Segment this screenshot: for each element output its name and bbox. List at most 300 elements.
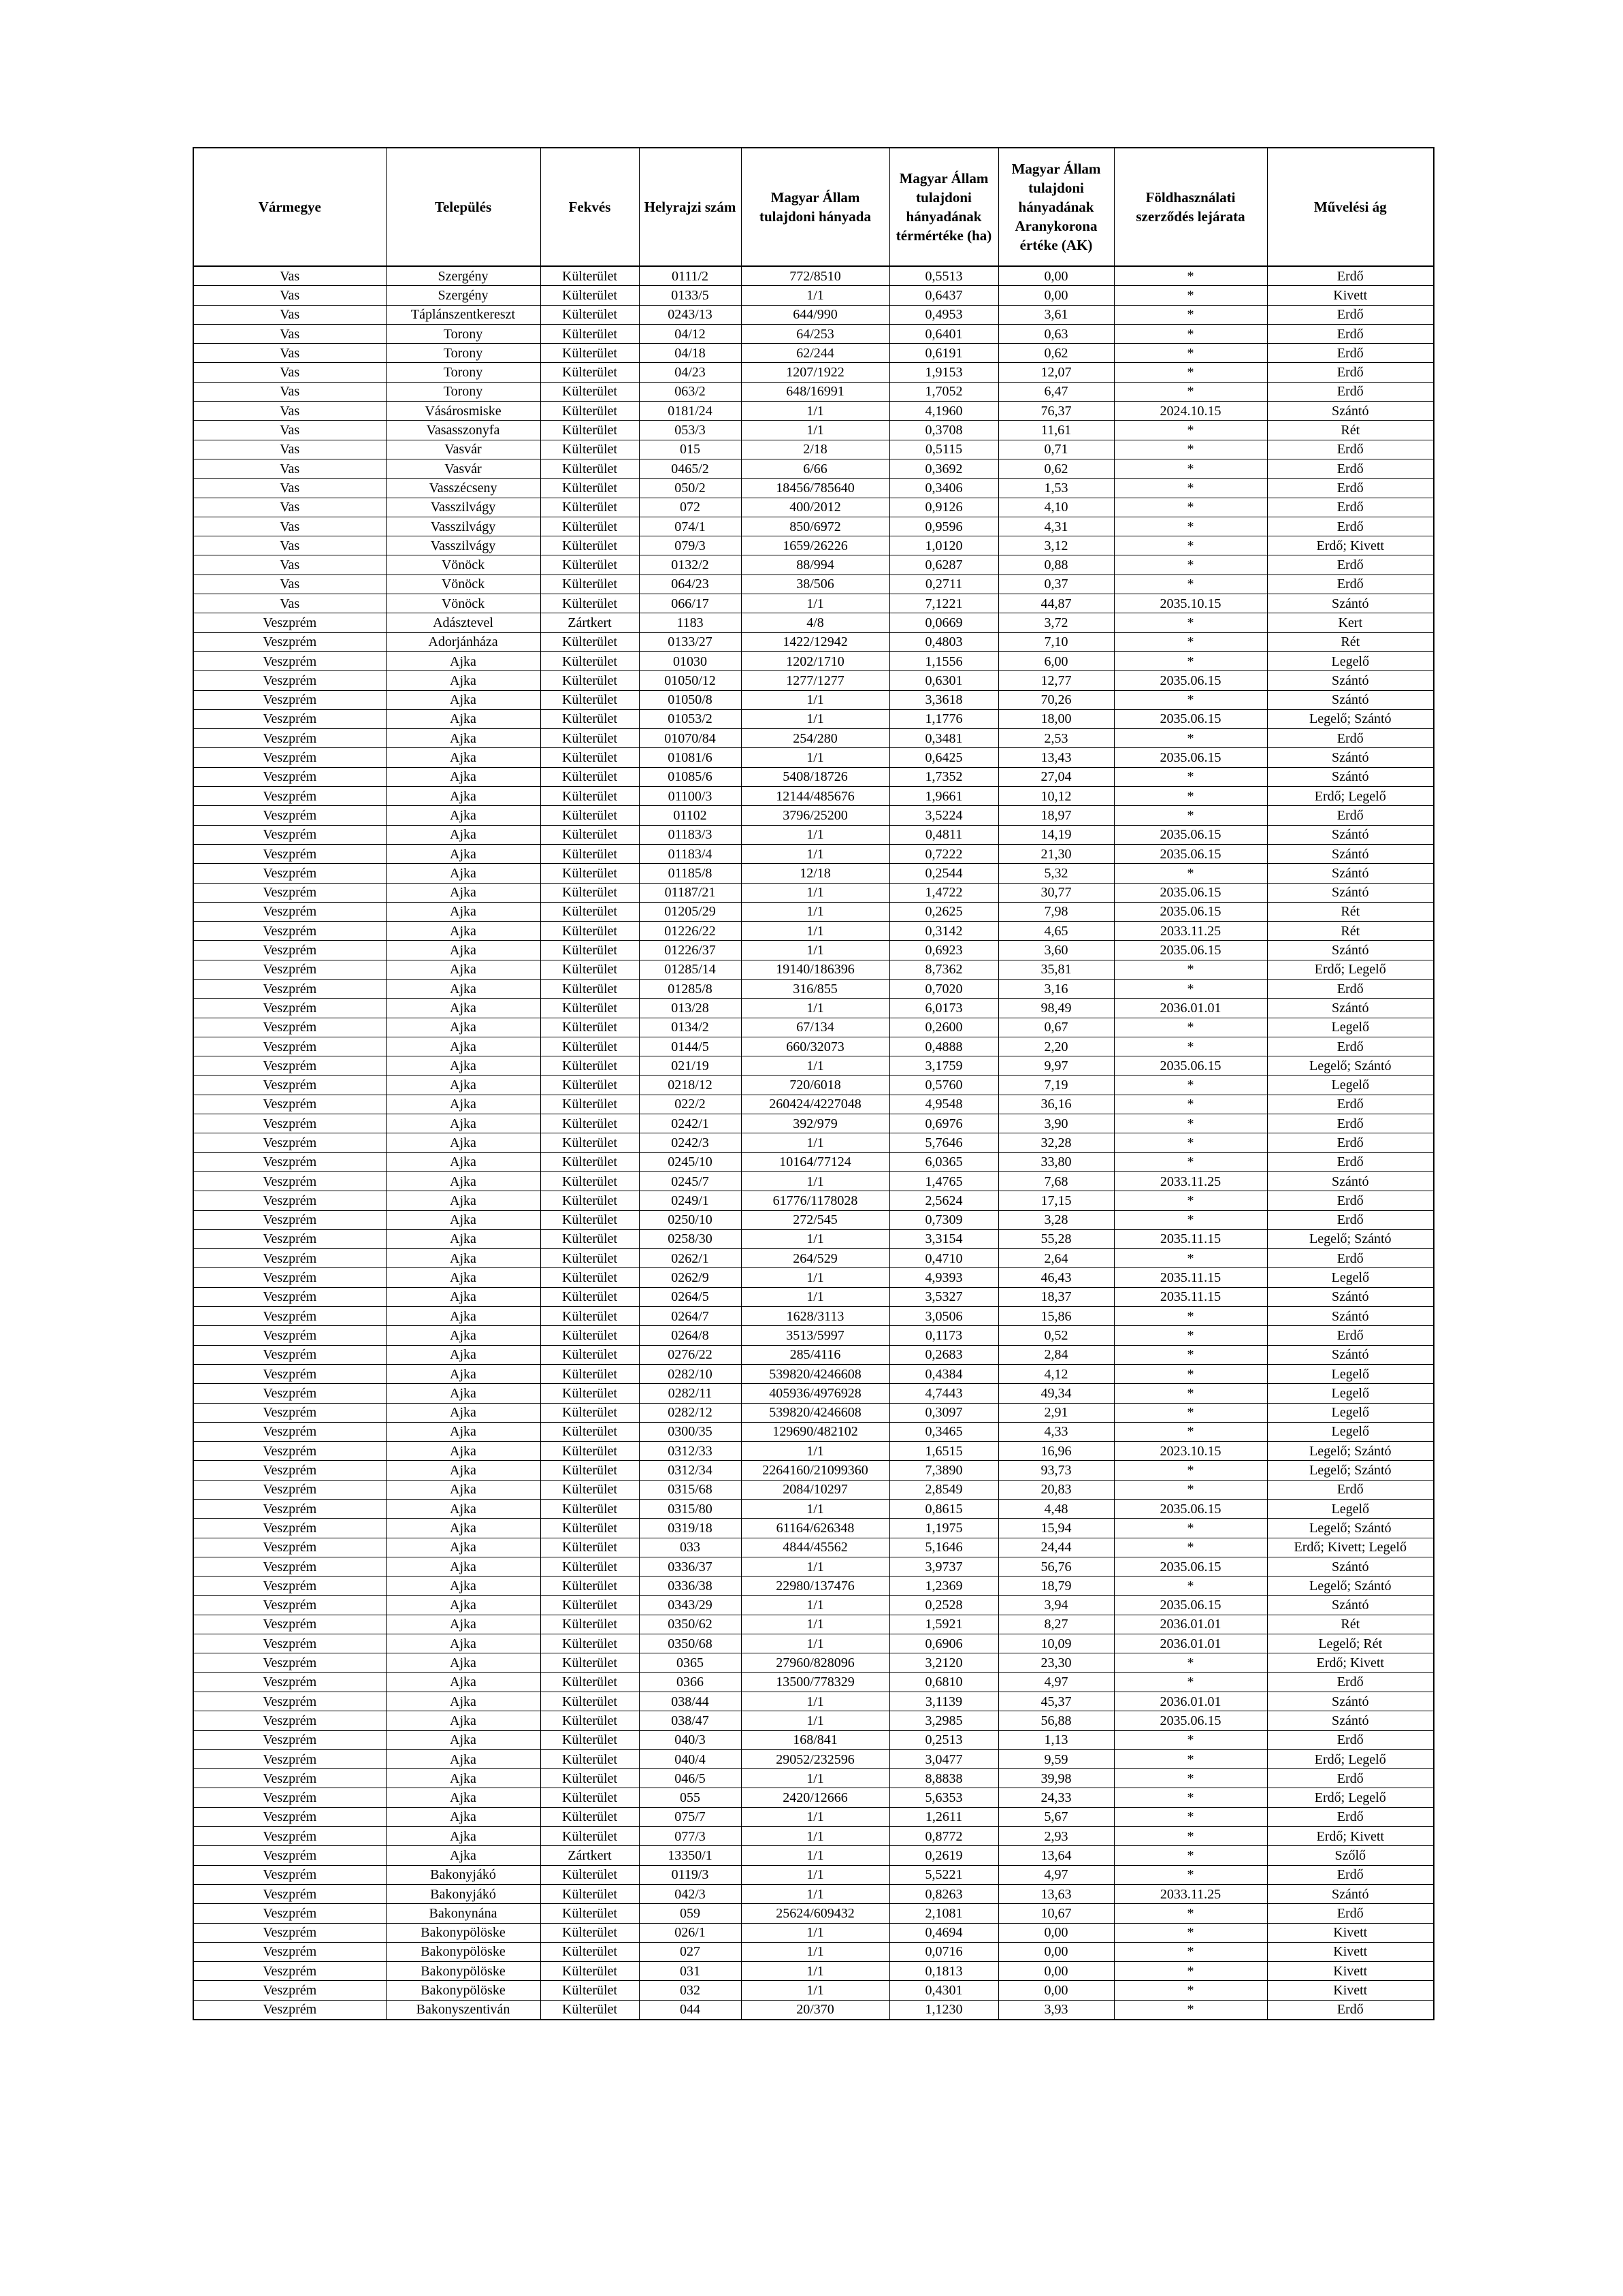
county-cell: Veszprém [193,748,386,767]
table-row [193,1422,1434,1441]
table-row [193,344,1434,363]
cultivation-branch-cell: Szőlő [1267,1846,1434,1865]
gold-crown-value-cell: 33,80 [998,1152,1114,1171]
area-ha-cell: 0,4694 [889,1923,998,1942]
lease-expiry-cell: * [1114,1403,1267,1422]
state-share-cell: 1/1 [741,1807,889,1826]
state-share-cell: 29052/232596 [741,1749,889,1768]
area-ha-cell: 0,7020 [889,979,998,998]
table-row [193,517,1434,536]
area-ha-cell: 0,7222 [889,844,998,863]
cultivation-branch-cell: Szántó [1267,844,1434,863]
lease-expiry-cell: * [1114,1114,1267,1133]
table-row [193,1749,1434,1768]
cultivation-branch-cell: Erdő [1267,1904,1434,1923]
state-share-cell: 27960/828096 [741,1653,889,1672]
county-cell: Veszprém [193,1461,386,1480]
state-share-cell: 1/1 [741,1827,889,1846]
lease-expiry-cell: * [1114,767,1267,786]
gold-crown-value-cell: 0,62 [998,459,1114,478]
state-share-cell: 1202/1710 [741,651,889,670]
area-ha-cell: 1,5921 [889,1615,998,1634]
parcel-number-cell: 01185/8 [639,864,741,883]
cultivation-branch-cell: Erdő [1267,1152,1434,1171]
area-ha-cell: 0,3708 [889,421,998,440]
location-type-cell: Zártkert [540,613,639,632]
state-share-cell: 539820/4246608 [741,1403,889,1422]
area-ha-cell: 3,1139 [889,1692,998,1711]
location-type-cell: Külterület [540,1942,639,1961]
parcel-number-cell: 0111/2 [639,266,741,286]
gold-crown-value-cell: 3,60 [998,941,1114,960]
lease-expiry-cell: 2024.10.15 [1114,402,1267,421]
lease-expiry-cell: * [1114,864,1267,883]
location-type-cell: Külterület [540,1653,639,1672]
settlement-cell: Ajka [386,1557,540,1576]
location-type-cell: Külterület [540,2000,639,2020]
cultivation-branch-cell: Erdő [1267,266,1434,286]
table-row [193,1711,1434,1730]
location-type-cell: Külterület [540,1018,639,1037]
column-header-gold-crown-value: Magyar Állam tulajdoni hányadának Aranykorona értéke (AK) [998,148,1114,266]
parcel-number-cell: 0242/3 [639,1133,741,1152]
location-type-cell: Külterület [540,864,639,883]
location-type-cell: Külterület [540,1345,639,1364]
location-type-cell: Külterület [540,1730,639,1749]
column-header-area-ha: Magyar Állam tulajdoni hányadának térmértéke (ha) [889,148,998,266]
settlement-cell: Ajka [386,1191,540,1210]
state-share-cell: 260424/4227048 [741,1095,889,1114]
cultivation-branch-cell: Erdő [1267,1191,1434,1210]
column-header-location-type: Fekvés [540,148,639,266]
gold-crown-value-cell: 0,71 [998,440,1114,459]
parcel-number-cell: 0312/34 [639,1461,741,1480]
state-share-cell: 2264160/21099360 [741,1461,889,1480]
county-cell: Veszprém [193,1769,386,1788]
county-cell: Veszprém [193,1326,386,1345]
lease-expiry-cell: * [1114,1962,1267,1981]
parcel-number-cell: 077/3 [639,1827,741,1846]
county-cell: Veszprém [193,960,386,979]
location-type-cell: Külterület [540,941,639,960]
location-type-cell: Külterület [540,1152,639,1171]
lease-expiry-cell: 2035.06.15 [1114,902,1267,921]
gold-crown-value-cell: 15,94 [998,1519,1114,1538]
county-cell: Veszprém [193,1422,386,1441]
county-cell: Veszprém [193,1384,386,1403]
area-ha-cell: 0,3097 [889,1403,998,1422]
area-ha-cell: 4,7443 [889,1384,998,1403]
table-row [193,690,1434,709]
location-type-cell: Külterület [540,767,639,786]
table-row [193,1730,1434,1749]
county-cell: Veszprém [193,1942,386,1961]
parcel-number-cell: 038/47 [639,1711,741,1730]
cultivation-branch-cell: Szántó [1267,594,1434,613]
settlement-cell: Ajka [386,1403,540,1422]
parcel-number-cell: 01050/12 [639,671,741,690]
cultivation-branch-cell: Erdő [1267,1249,1434,1268]
parcel-number-cell: 066/17 [639,594,741,613]
gold-crown-value-cell: 21,30 [998,844,1114,863]
gold-crown-value-cell: 4,97 [998,1865,1114,1884]
county-cell: Veszprém [193,1076,386,1095]
table-row [193,902,1434,921]
table-row [193,1981,1434,2000]
lease-expiry-cell: * [1114,1538,1267,1557]
gold-crown-value-cell: 4,31 [998,517,1114,536]
cultivation-branch-cell: Rét [1267,922,1434,941]
county-cell: Veszprém [193,844,386,863]
area-ha-cell: 3,0477 [889,1749,998,1768]
gold-crown-value-cell: 3,94 [998,1596,1114,1615]
county-cell: Vas [193,324,386,343]
parcel-number-cell: 0218/12 [639,1076,741,1095]
county-cell: Veszprém [193,1364,386,1383]
parcel-number-cell: 0315/80 [639,1500,741,1519]
table-row [193,1865,1434,1884]
settlement-cell: Ajka [386,1615,540,1634]
table-row [193,479,1434,498]
settlement-cell: Táplánszentkereszt [386,305,540,324]
settlement-cell: Ajka [386,748,540,767]
location-type-cell: Külterület [540,1519,639,1538]
county-cell: Veszprém [193,1827,386,1846]
settlement-cell: Ajka [386,1653,540,1672]
cultivation-branch-cell: Erdő; Kivett [1267,1653,1434,1672]
location-type-cell: Külterület [540,787,639,806]
county-cell: Veszprém [193,922,386,941]
parcel-number-cell: 0181/24 [639,402,741,421]
parcel-number-cell: 0350/68 [639,1634,741,1653]
county-cell: Veszprém [193,1788,386,1807]
cultivation-branch-cell: Erdő [1267,459,1434,478]
location-type-cell: Külterület [540,1287,639,1306]
lease-expiry-cell: * [1114,305,1267,324]
lease-expiry-cell: * [1114,324,1267,343]
parcel-number-cell: 1183 [639,613,741,632]
table-row [193,1384,1434,1403]
county-cell: Veszprém [193,1307,386,1326]
parcel-number-cell: 0249/1 [639,1191,741,1210]
gold-crown-value-cell: 0,00 [998,1942,1114,1961]
settlement-cell: Ajka [386,1692,540,1711]
area-ha-cell: 3,2985 [889,1711,998,1730]
gold-crown-value-cell: 18,79 [998,1577,1114,1596]
gold-crown-value-cell: 9,97 [998,1056,1114,1076]
location-type-cell: Külterület [540,498,639,517]
gold-crown-value-cell: 13,43 [998,748,1114,767]
gold-crown-value-cell: 0,00 [998,1981,1114,2000]
state-share-cell: 1659/26226 [741,536,889,555]
county-cell: Veszprém [193,1904,386,1923]
cultivation-branch-cell: Szántó [1267,1692,1434,1711]
state-share-cell: 25624/609432 [741,1904,889,1923]
area-ha-cell: 0,3406 [889,479,998,498]
location-type-cell: Külterület [540,479,639,498]
area-ha-cell: 1,4722 [889,883,998,902]
settlement-cell: Ajka [386,1114,540,1133]
area-ha-cell: 0,2513 [889,1730,998,1749]
location-type-cell: Külterület [540,1788,639,1807]
parcel-number-cell: 13350/1 [639,1846,741,1865]
location-type-cell: Külterület [540,1981,639,2000]
lease-expiry-cell: * [1114,1577,1267,1596]
settlement-cell: Ajka [386,1287,540,1306]
state-share-cell: 1/1 [741,941,889,960]
parcel-number-cell: 064/23 [639,575,741,594]
state-share-cell: 850/6972 [741,517,889,536]
state-share-cell: 405936/4976928 [741,1384,889,1403]
lease-expiry-cell: * [1114,1364,1267,1383]
cultivation-branch-cell: Szántó [1267,767,1434,786]
table-row [193,960,1434,979]
table-header-row [193,148,1434,266]
gold-crown-value-cell: 0,00 [998,1962,1114,1981]
gold-crown-value-cell: 0,62 [998,344,1114,363]
state-share-cell: 285/4116 [741,1345,889,1364]
location-type-cell: Külterület [540,305,639,324]
county-cell: Veszprém [193,1268,386,1287]
settlement-cell: Ajka [386,690,540,709]
settlement-cell: Ajka [386,1711,540,1730]
location-type-cell: Külterület [540,1171,639,1191]
county-cell: Vas [193,594,386,613]
county-cell: Veszprém [193,1749,386,1768]
lease-expiry-cell: * [1114,1191,1267,1210]
gold-crown-value-cell: 17,15 [998,1191,1114,1210]
lease-expiry-cell: 2036.01.01 [1114,1634,1267,1653]
county-cell: Veszprém [193,1615,386,1634]
county-cell: Veszprém [193,1981,386,2000]
gold-crown-value-cell: 18,37 [998,1287,1114,1306]
gold-crown-value-cell: 76,37 [998,402,1114,421]
column-header-state-share: Magyar Állam tulajdoni hányada [741,148,889,266]
lease-expiry-cell: 2035.06.15 [1114,844,1267,863]
area-ha-cell: 3,0506 [889,1307,998,1326]
settlement-cell: Vönöck [386,575,540,594]
state-share-cell: 1/1 [741,844,889,863]
county-cell: Veszprém [193,1538,386,1557]
state-share-cell: 67/134 [741,1018,889,1037]
gold-crown-value-cell: 35,81 [998,960,1114,979]
parcel-number-cell: 0258/30 [639,1229,741,1248]
county-cell: Veszprém [193,1557,386,1576]
settlement-cell: Ajka [386,1364,540,1383]
location-type-cell: Külterület [540,806,639,825]
cultivation-branch-cell: Erdő [1267,729,1434,748]
area-ha-cell: 1,2611 [889,1807,998,1826]
cultivation-branch-cell: Erdő [1267,1769,1434,1788]
county-cell: Veszprém [193,690,386,709]
table-row [193,1268,1434,1287]
state-share-cell: 1/1 [741,1923,889,1942]
location-type-cell: Külterület [540,1596,639,1615]
table-row [193,1171,1434,1191]
lease-expiry-cell: 2035.10.15 [1114,594,1267,613]
cultivation-branch-cell: Erdő [1267,1865,1434,1884]
table-row [193,825,1434,844]
area-ha-cell: 0,6301 [889,671,998,690]
gold-crown-value-cell: 32,28 [998,1133,1114,1152]
cultivation-branch-cell: Szántó [1267,671,1434,690]
parcel-number-cell: 040/3 [639,1730,741,1749]
county-cell: Veszprém [193,1442,386,1461]
table-row [193,651,1434,670]
cultivation-branch-cell: Legelő [1267,1500,1434,1519]
table-row [193,1133,1434,1152]
table-row [193,1095,1434,1114]
county-cell: Veszprém [193,1519,386,1538]
county-cell: Veszprém [193,883,386,902]
cultivation-branch-cell: Szántó [1267,690,1434,709]
state-share-cell: 1/1 [741,402,889,421]
area-ha-cell: 0,6906 [889,1634,998,1653]
gold-crown-value-cell: 10,12 [998,787,1114,806]
column-header-cultivation-branch: Művelési ág [1267,148,1434,266]
table-row [193,1962,1434,1981]
area-ha-cell: 0,1173 [889,1326,998,1345]
state-share-cell: 1/1 [741,1171,889,1191]
lease-expiry-cell: * [1114,1076,1267,1095]
cultivation-branch-cell: Kivett [1267,1962,1434,1981]
county-cell: Veszprém [193,787,386,806]
cultivation-branch-cell: Legelő; Szántó [1267,1442,1434,1461]
cultivation-branch-cell: Szántó [1267,1596,1434,1615]
table-row [193,459,1434,478]
state-share-cell: 4/8 [741,613,889,632]
county-cell: Vas [193,517,386,536]
cultivation-branch-cell: Erdő [1267,2000,1434,2020]
area-ha-cell: 2,8549 [889,1480,998,1499]
parcel-number-cell: 0312/33 [639,1442,741,1461]
table-row [193,1345,1434,1364]
settlement-cell: Ajka [386,1730,540,1749]
county-cell: Veszprém [193,1596,386,1615]
county-cell: Veszprém [193,1210,386,1229]
location-type-cell: Külterület [540,1865,639,1884]
settlement-cell: Ajka [386,1577,540,1596]
state-share-cell: 1/1 [741,1942,889,1961]
state-share-cell: 20/370 [741,2000,889,2020]
cultivation-branch-cell: Erdő [1267,1480,1434,1499]
table-row [193,1461,1434,1480]
county-cell: Veszprém [193,864,386,883]
gold-crown-value-cell: 1,53 [998,479,1114,498]
area-ha-cell: 2,5624 [889,1191,998,1210]
settlement-cell: Vasvár [386,440,540,459]
area-ha-cell: 0,2600 [889,1018,998,1037]
settlement-cell: Bakonyszentiván [386,2000,540,2020]
area-ha-cell: 0,4710 [889,1249,998,1268]
lease-expiry-cell: 2033.11.25 [1114,1171,1267,1191]
state-share-cell: 1628/3113 [741,1307,889,1326]
state-share-cell: 1/1 [741,1056,889,1076]
county-cell: Vas [193,382,386,401]
location-type-cell: Külterület [540,1615,639,1634]
county-cell: Vas [193,440,386,459]
cultivation-branch-cell: Szántó [1267,941,1434,960]
gold-crown-value-cell: 3,90 [998,1114,1114,1133]
cultivation-branch-cell: Legelő; Szántó [1267,1577,1434,1596]
location-type-cell: Külterület [540,517,639,536]
gold-crown-value-cell: 93,73 [998,1461,1114,1480]
settlement-cell: Ajka [386,1171,540,1191]
area-ha-cell: 3,3154 [889,1229,998,1248]
area-ha-cell: 0,4953 [889,305,998,324]
area-ha-cell: 0,4803 [889,632,998,651]
county-cell: Veszprém [193,1403,386,1422]
lease-expiry-cell: * [1114,690,1267,709]
county-cell: Veszprém [193,1345,386,1364]
county-cell: Veszprém [193,632,386,651]
settlement-cell: Vasszécseny [386,479,540,498]
parcel-number-cell: 053/3 [639,421,741,440]
parcel-number-cell: 04/18 [639,344,741,363]
parcel-number-cell: 01070/84 [639,729,741,748]
table-row [193,363,1434,382]
area-ha-cell: 1,1776 [889,709,998,728]
location-type-cell: Külterület [540,1364,639,1383]
state-share-cell: 2420/12666 [741,1788,889,1807]
gold-crown-value-cell: 10,09 [998,1634,1114,1653]
settlement-cell: Ajka [386,1076,540,1095]
area-ha-cell: 0,4888 [889,1037,998,1056]
county-cell: Veszprém [193,1730,386,1749]
settlement-cell: Ajka [386,1788,540,1807]
state-share-cell: 1/1 [741,999,889,1018]
county-cell: Veszprém [193,1692,386,1711]
table-row [193,421,1434,440]
parcel-number-cell: 04/23 [639,363,741,382]
location-type-cell: Külterület [540,266,639,286]
table-row [193,1942,1434,1961]
table-row [193,1634,1434,1653]
table-row [193,1807,1434,1826]
lease-expiry-cell: * [1114,729,1267,748]
gold-crown-value-cell: 45,37 [998,1692,1114,1711]
settlement-cell: Bakonypölöske [386,1923,540,1942]
state-share-cell: 648/16991 [741,382,889,401]
area-ha-cell: 1,7352 [889,767,998,786]
area-ha-cell: 4,9548 [889,1095,998,1114]
settlement-cell: Ajka [386,922,540,941]
state-share-cell: 660/32073 [741,1037,889,1056]
gold-crown-value-cell: 1,13 [998,1730,1114,1749]
parcel-number-cell: 01285/14 [639,960,741,979]
area-ha-cell: 0,3481 [889,729,998,748]
area-ha-cell: 5,7646 [889,1133,998,1152]
parcel-number-cell: 01205/29 [639,902,741,921]
parcel-number-cell: 0282/11 [639,1384,741,1403]
table-row [193,748,1434,767]
gold-crown-value-cell: 13,63 [998,1884,1114,1903]
lease-expiry-cell: * [1114,2000,1267,2020]
location-type-cell: Külterület [540,1480,639,1499]
parcel-number-cell: 0336/38 [639,1577,741,1596]
lease-expiry-cell: * [1114,1249,1267,1268]
location-type-cell: Külterület [540,1076,639,1095]
state-share-cell: 1/1 [741,594,889,613]
area-ha-cell: 8,8838 [889,1769,998,1788]
table-row [193,1653,1434,1672]
cultivation-branch-cell: Kivett [1267,286,1434,305]
table-row [193,536,1434,555]
state-share-cell: 38/506 [741,575,889,594]
state-share-cell: 6/66 [741,459,889,478]
settlement-cell: Ajka [386,1268,540,1287]
lease-expiry-cell: * [1114,960,1267,979]
